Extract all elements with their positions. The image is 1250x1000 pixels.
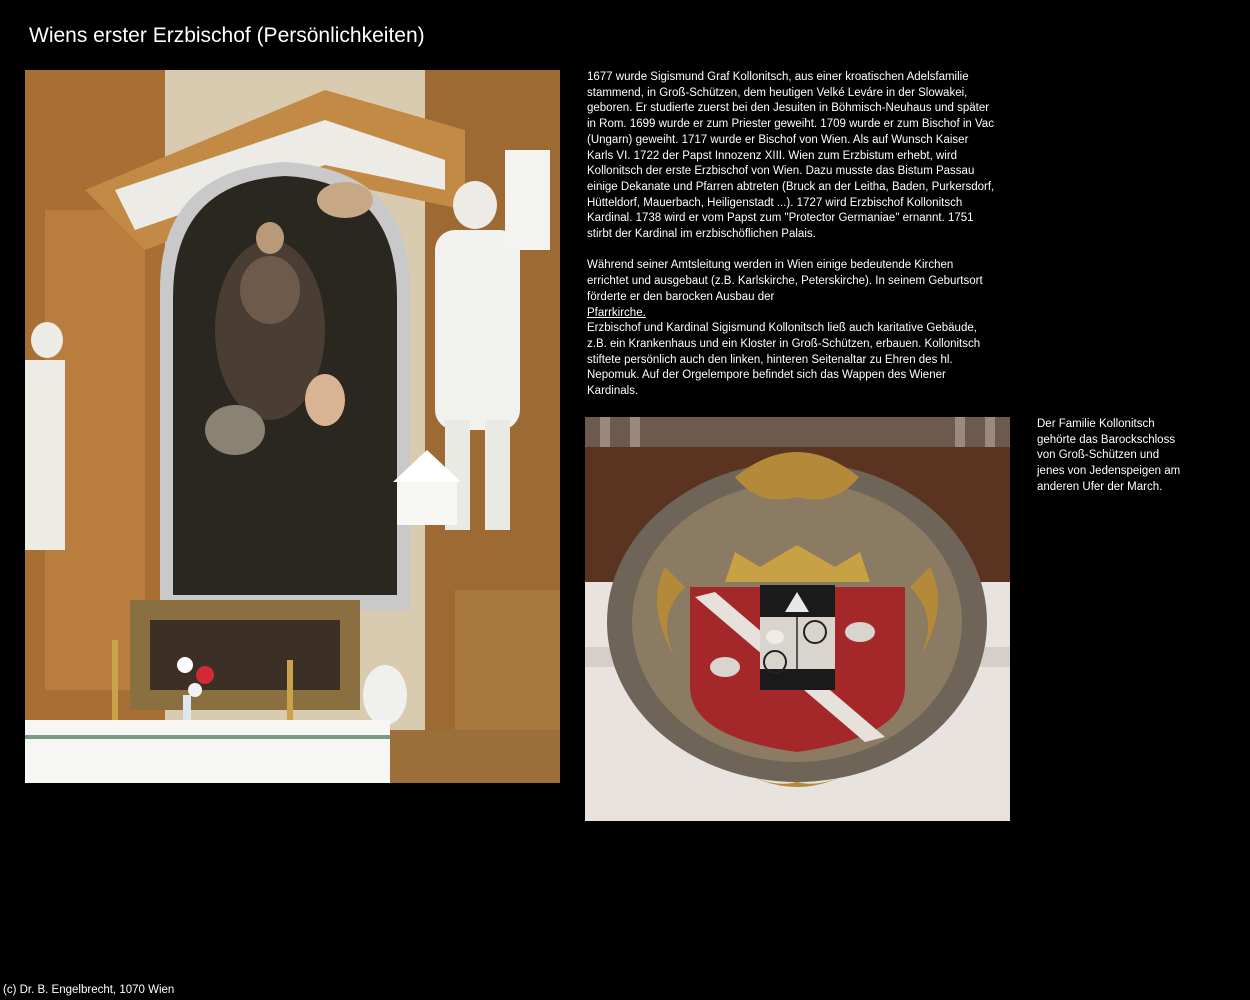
paragraph-gap bbox=[587, 243, 997, 259]
pfarrkirche-link[interactable]: Pfarrkirche. bbox=[587, 306, 646, 319]
coat-of-arms-caption: Der Familie Kollonitsch gehörte das Barockschloss von Groß-Schützen und jenes von Jedenspeigen am anderen Ufer der March. bbox=[1037, 418, 1181, 493]
paragraph-buildings-text: Während seiner Amtsleitung werden in Wien einige bedeutende Kirchen errichtet und ausgebaut (z.B. Karlskirche, Peterskirche). In seinem Geburtsort förderte er den barocken Ausbau der bbox=[587, 259, 983, 303]
paragraph-biography: 1677 wurde Sigismund Graf Kollonitsch, aus einer kroatischen Adelsfamilie stammend, in Groß-Schützen, dem heutigen Velké Leváre in der Slowakei, geboren. Er studierte zuerst bei den Jesuiten in Böhmisch-Neuhaus und später in Rom. 1699 wurde er zum Priester geweiht. 1709 wurde er zum Bischof in Vac (Ungarn) geweiht. 1717 wurde er Bischof von Wien. Als auf Wunsch Kaiser Karls VI. 1722 der Papst Innozenz XIII. Wien zum Erzbistum erhebt, wird Kollonitsch der erste Erzbischof von Wien. Dazu musste das Bistum Passau einige Dekanate und Pfarren abtreten (Bruck an der Leitha, Baden, Purkersdorf, Hütteldorf, Mauerbach, Heiligenstadt ...). 1727 wird Erzbischof Kollonitsch Kardinal. 1738 wird er vom Papst zum "Protector Germaniae" ernannt. 1751 stirbt der Kardinal im erzbischöflichen Palais. bbox=[587, 71, 995, 241]
altar-photo-graphic bbox=[25, 70, 560, 783]
article-text bbox=[587, 70, 997, 400]
altar-photo[interactable] bbox=[25, 70, 560, 783]
copyright-footer: (c) Dr. B. Engelbrecht, 1070 Wien bbox=[3, 984, 175, 996]
paragraph-charity: Erzbischof und Kardinal Sigismund Kollonitsch ließ auch karitative Gebäude, z.B. ein Krankenhaus und ein Kloster in Groß-Schützen, erbauen. Kollonitsch stiftete persönlich auch den linken, hinteren Seitenaltar zu Ehren des hl. Nepomuk. Auf der Orgelempore befindet sich das Wappen des Wiener Kardinals. bbox=[587, 322, 981, 398]
coat-of-arms-graphic bbox=[585, 417, 1010, 821]
page-title: Wiens erster Erzbischof (Persönlichkeiten) bbox=[29, 24, 425, 47]
paragraph-buildings bbox=[587, 258, 997, 321]
coat-of-arms-photo[interactable] bbox=[585, 417, 1010, 821]
